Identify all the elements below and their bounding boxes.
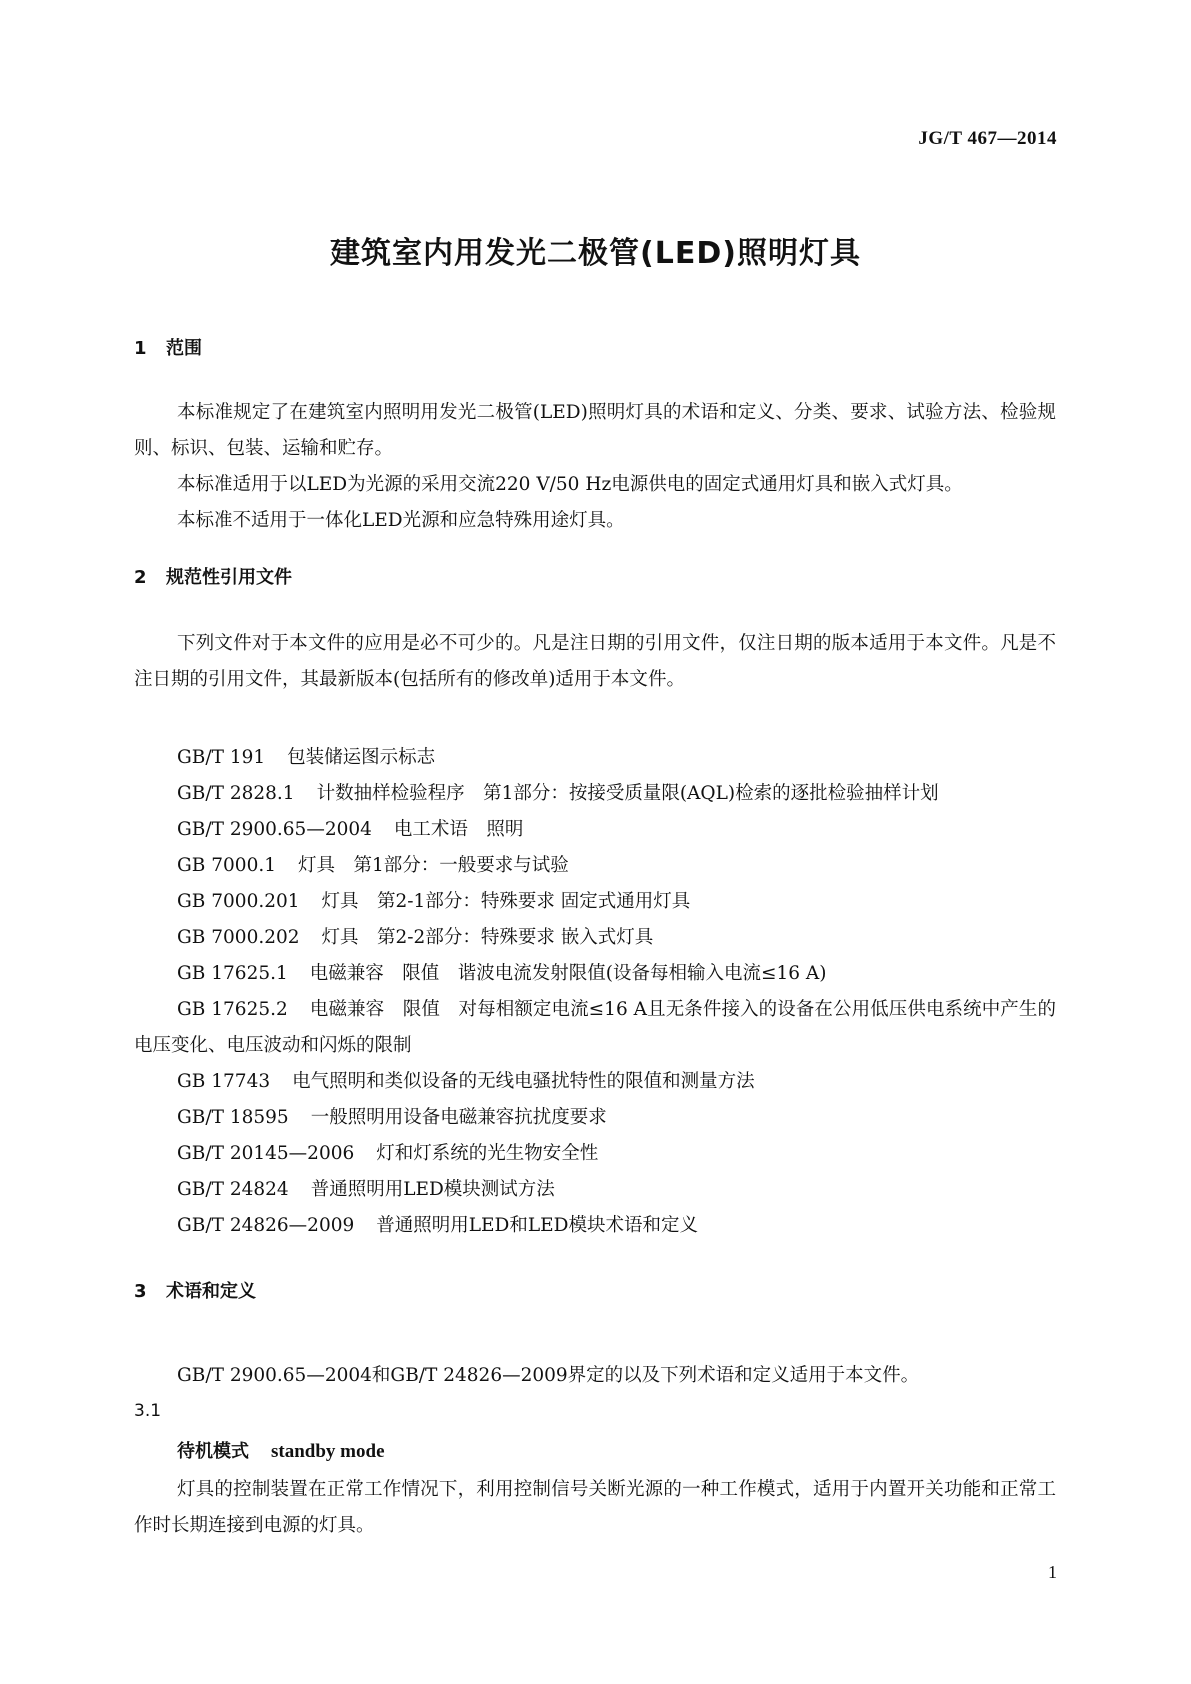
reference-code: GB/T 24826—2009	[177, 1215, 355, 1236]
term-name-zh: 待机模式	[177, 1441, 249, 1462]
reference-code: GB 7000.201	[177, 891, 300, 912]
references-intro: 下列文件对于本文件的应用是必不可少的。凡是注日期的引用文件，仅注日期的版本适用于本文件。凡是不注日期的引用文件，其最新版本(包括所有的修改单)适用于本文件。	[134, 633, 1056, 690]
section-number: 3	[134, 1281, 147, 1302]
term-name-en: standby mode	[271, 1441, 385, 1462]
reference-code: GB 7000.1	[177, 855, 276, 876]
reference-item	[134, 920, 1056, 956]
standard-code: JG/T 467—2014	[918, 128, 1057, 149]
reference-code: GB 17625.1	[177, 963, 288, 984]
reference-title: 电磁兼容 限值 对每相额定电流≤16 A且无条件接入的设备在公用低压供电系统中产生的电压变化、电压波动和闪烁的限制	[134, 999, 1056, 1056]
reference-item	[134, 956, 1056, 992]
reference-title: 灯和灯系统的光生物安全性	[376, 1143, 599, 1164]
reference-item	[134, 1100, 1056, 1136]
section-title: 范围	[166, 338, 202, 359]
reference-code: GB/T 18595	[177, 1107, 289, 1128]
section-number: 2	[134, 567, 147, 588]
reference-code: GB/T 24824	[177, 1179, 289, 1200]
scope-paragraph-2: 本标准适用于以LED为光源的采用交流220 V/50 Hz电源供电的固定式通用灯具和嵌入式灯具。	[177, 474, 963, 495]
reference-code: GB 17625.2	[177, 999, 288, 1020]
reference-title: 灯具 第2-2部分：特殊要求 嵌入式灯具	[321, 927, 654, 948]
reference-title: 普通照明用LED模块测试方法	[310, 1179, 555, 1200]
term-number: 3.1	[134, 1401, 162, 1421]
reference-title: 计数抽样检验程序 第1部分：按接受质量限(AQL)检索的逐批检验抽样计划	[316, 783, 939, 804]
document-title: 建筑室内用发光二极管(LED)照明灯具	[330, 236, 861, 271]
reference-item	[134, 740, 1056, 776]
reference-title: 电气照明和类似设备的无线电骚扰特性的限值和测量方法	[292, 1071, 755, 1092]
reference-code: GB 17743	[177, 1071, 271, 1092]
reference-code: GB/T 191	[177, 747, 266, 768]
section-number: 1	[134, 338, 147, 359]
reference-code: GB 7000.202	[177, 927, 300, 948]
reference-list	[134, 740, 1056, 1244]
reference-title: 电工术语 照明	[393, 819, 524, 840]
term-definition: 灯具的控制装置在正常工作情况下，利用控制信号关断光源的一种工作模式，适用于内置开关功能和正常工作时长期连接到电源的灯具。	[134, 1479, 1056, 1536]
reference-item	[134, 776, 1056, 812]
section-1-heading	[134, 334, 202, 360]
reference-code: GB/T 20145—2006	[177, 1143, 355, 1164]
section-title: 规范性引用文件	[166, 567, 292, 588]
reference-code: GB/T 2828.1	[177, 783, 295, 804]
scope-paragraph-3: 本标准不适用于一体化LED光源和应急特殊用途灯具。	[177, 510, 625, 531]
reference-title: 灯具 第1部分：一般要求与试验	[298, 855, 569, 876]
scope-paragraph-1: 本标准规定了在建筑室内照明用发光二极管(LED)照明灯具的术语和定义、分类、要求、试验方法、检验规则、标识、包装、运输和贮存。	[134, 402, 1056, 459]
section-title: 术语和定义	[166, 1281, 256, 1302]
reference-title: 一般照明用设备电磁兼容抗扰度要求	[310, 1107, 607, 1128]
terms-intro: GB/T 2900.65—2004和GB/T 24826—2009界定的以及下列术语和定义适用于本文件。	[177, 1365, 920, 1386]
page-number: 1	[1048, 1562, 1057, 1582]
reference-item	[134, 1172, 1056, 1208]
reference-item	[134, 1064, 1056, 1100]
reference-item	[134, 884, 1056, 920]
reference-item	[134, 1208, 1056, 1244]
reference-item	[134, 812, 1056, 848]
reference-item	[134, 1136, 1056, 1172]
section-2-heading	[134, 563, 292, 589]
reference-title: 包装储运图示标志	[287, 747, 436, 768]
section-3-heading	[134, 1277, 256, 1303]
reference-code: GB/T 2900.65—2004	[177, 819, 372, 840]
reference-title: 电磁兼容 限值 谐波电流发射限值(设备每相输入电流≤16 A)	[309, 963, 827, 984]
term-name	[177, 1437, 385, 1463]
reference-title: 灯具 第2-1部分：特殊要求 固定式通用灯具	[321, 891, 691, 912]
reference-item	[134, 848, 1056, 884]
reference-item	[134, 992, 1056, 1064]
reference-title: 普通照明用LED和LED模块术语和定义	[376, 1215, 699, 1236]
